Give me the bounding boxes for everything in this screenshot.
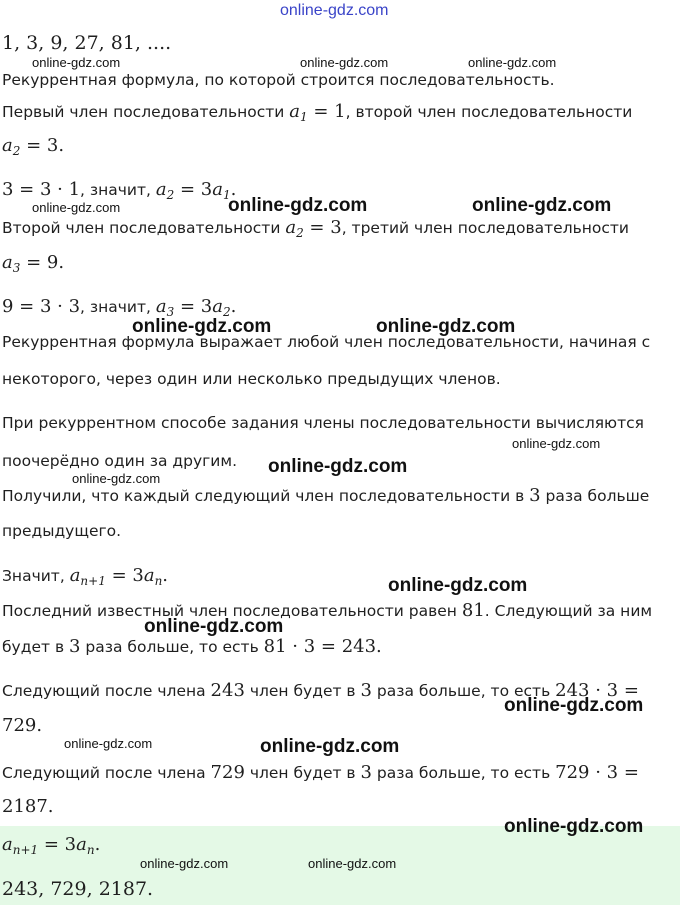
- watermark: online-gdz.com: [388, 575, 528, 596]
- math-expr: 3: [330, 217, 342, 238]
- watermark: online-gdz.com: [132, 316, 272, 337]
- math-expr: = 3: [105, 565, 144, 586]
- watermark: online-gdz.com: [504, 816, 644, 837]
- math-line: [2, 179, 236, 202]
- text-line: [2, 565, 168, 588]
- watermark: online-gdz.com: [140, 856, 229, 871]
- watermark: online-gdz.com: [472, 195, 612, 216]
- text-part: , третий член последовательности: [341, 219, 629, 237]
- watermark: online-gdz.com: [72, 471, 161, 486]
- watermark: online-gdz.com: [32, 200, 121, 215]
- watermark: online-gdz.com: [260, 736, 400, 757]
- math-expr: 3 = 3 · 1: [2, 179, 81, 200]
- math-expr: 81: [461, 600, 485, 621]
- text-part: раза больше: [540, 487, 650, 505]
- watermark: online-gdz.com: [144, 616, 284, 637]
- text-part: , второй член последовательности: [345, 103, 633, 121]
- math-expr: = 3.: [20, 135, 65, 156]
- text-line: [2, 762, 639, 784]
- math-var: $a_1$: [289, 101, 308, 124]
- math-var: $a_2$: [155, 179, 175, 202]
- text-line: предыдущего.: [2, 522, 122, 540]
- text-part: член будет в: [244, 764, 361, 782]
- math-expr: = 3: [174, 296, 213, 317]
- text-part: Значит,: [2, 567, 70, 585]
- answer-values: 243, 729, 2187.: [2, 878, 154, 900]
- text-part: . Следующий за ним: [484, 602, 653, 620]
- watermark: online-gdz.com: [308, 856, 397, 871]
- text-part: Второй член последовательности: [2, 219, 286, 237]
- math-expr: 9 = 3 · 3: [2, 296, 81, 317]
- watermark: online-gdz.com: [468, 55, 557, 70]
- math-expr: 3: [69, 636, 81, 657]
- text-part: член будет в: [244, 682, 361, 700]
- watermark: online-gdz.com: [300, 55, 389, 70]
- math-var: $a_3$: [155, 296, 175, 319]
- text-part: будет в: [2, 638, 70, 656]
- math-var: $a_2$: [212, 296, 231, 319]
- math-expr: = 1: [307, 101, 346, 122]
- math-expr: 729 · 3 =: [555, 762, 639, 783]
- math-line: [2, 252, 64, 275]
- text-line: [2, 101, 632, 124]
- watermark: online-gdz.com: [512, 436, 601, 451]
- watermark: online-gdz.com: [504, 695, 644, 716]
- text-line: поочерёдно один за другим.: [2, 452, 237, 470]
- watermark: online-gdz.com: [376, 316, 516, 337]
- math-expr: 729.: [2, 715, 43, 736]
- math-expr: 3: [529, 485, 541, 506]
- text-line: Рекуррентная формула, по которой строится последовательность.: [2, 71, 555, 89]
- text-line: [2, 485, 649, 507]
- math-var: $a_1$: [212, 179, 231, 202]
- math-expr: 2187.: [2, 796, 54, 817]
- text-part: , значит,: [80, 181, 156, 199]
- sequence-line: 1, 3, 9, 27, 81, ....: [2, 32, 172, 54]
- math-expr: .: [94, 834, 101, 855]
- math-expr: .: [162, 565, 169, 586]
- math-var: $a_3$: [2, 252, 21, 275]
- watermark: online-gdz.com: [268, 456, 408, 477]
- text-line: При рекуррентном способе задания члены последовательности вычисляются: [2, 414, 644, 432]
- math-expr: 243 · 3 =: [555, 680, 639, 701]
- math-expr: 3: [360, 680, 372, 701]
- math-expr: = 3: [38, 834, 77, 855]
- math-expr: 3: [360, 762, 372, 783]
- math-var: $a_2$: [2, 135, 21, 158]
- math-expr: = 3: [174, 179, 213, 200]
- math-line: [2, 715, 42, 737]
- watermark: online-gdz.com: [32, 55, 121, 70]
- text-part: Последний известный член последовательности равен: [2, 602, 462, 620]
- text-line: [2, 217, 629, 240]
- math-var: $a_n$: [76, 834, 95, 857]
- watermark: online-gdz.com: [64, 736, 153, 751]
- text-part: раза больше, то есть: [371, 682, 556, 700]
- math-line: [2, 135, 64, 158]
- text-part: Следующий после члена: [2, 682, 211, 700]
- text-part: раза больше, то есть: [371, 764, 556, 782]
- text-part: Следующий после члена: [2, 764, 211, 782]
- math-var: $a_{n+1}$: [69, 565, 106, 588]
- text-line: Рекуррентная формула выражает любой член последовательности, начиная с: [2, 333, 651, 351]
- answer-formula: [2, 834, 100, 857]
- math-var: $a_{n+1}$: [2, 834, 39, 857]
- text-part: Первый член последовательности: [2, 103, 290, 121]
- watermark: online-gdz.com: [228, 195, 368, 216]
- math-expr: 81 · 3 = 243.: [263, 636, 382, 657]
- text-line: [2, 600, 652, 622]
- math-var: $a_n$: [143, 565, 163, 588]
- math-line: [2, 796, 54, 818]
- math-var: $a_2$: [285, 217, 304, 240]
- text-line: [2, 636, 382, 658]
- text-line: некоторого, через один или несколько предыдущих членов.: [2, 370, 501, 388]
- watermark-top: online-gdz.com: [280, 2, 389, 19]
- math-expr: 243: [210, 680, 245, 701]
- text-part: , значит,: [80, 298, 156, 316]
- math-expr: .: [230, 296, 237, 317]
- text-part: раза больше, то есть: [80, 638, 264, 656]
- text-part: Получили, что каждый следующий член последовательности в: [2, 487, 530, 505]
- math-expr: .: [230, 179, 237, 200]
- math-expr: =: [303, 217, 331, 238]
- math-expr: 729: [210, 762, 245, 783]
- math-expr: = 9.: [20, 252, 65, 273]
